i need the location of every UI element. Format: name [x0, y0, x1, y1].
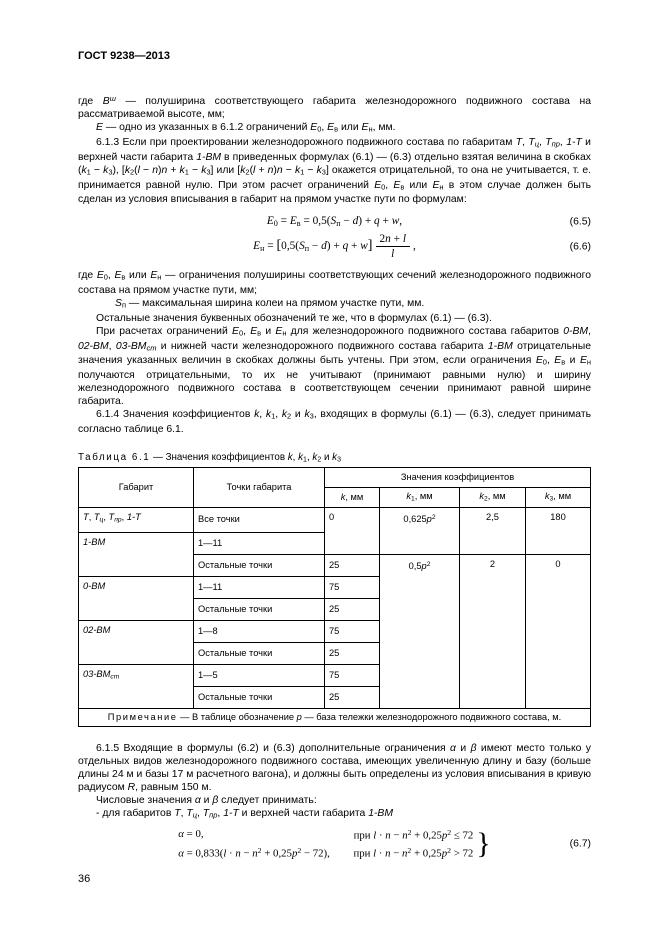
formula-6-6-left-part: Ен = [0,5(Sп − d) + q + w]	[253, 237, 373, 254]
formula-6-7-line1-condition: при $l \cdot n - n^2 + 0,25p^2 \le 72$	[353, 827, 474, 842]
header-cell-k2: k2, мм	[460, 487, 526, 507]
paragraph-numeric-values: Числовые значения α и β следует принимать:	[96, 795, 317, 807]
fraction	[376, 233, 410, 260]
paragraph-definition-e: Е — одно из указанных в 6.1.2 ограничений Е0, Ев или Ен, мм.	[96, 122, 396, 134]
cell-gabarit-02vm: 02-ВМ	[79, 620, 194, 664]
formula-6-7-system	[178, 828, 473, 860]
cell-k: 75	[325, 576, 380, 598]
system-brace: }	[476, 826, 491, 860]
cell-k2: 2,5	[460, 507, 526, 554]
formula-6-7	[78, 828, 591, 860]
fraction-denominator: l	[391, 248, 395, 261]
cell-points: 1—8	[194, 620, 325, 642]
paragraph-6-1-5: 6.1.5 Входящие в формулы (6.2) и (6.3) дополнительные ограничения α и β имеют место только у отдельных видов железнодорожного подвижного состава, имеющих увеличенную длину и базу (больше длины 24 м и базы 17 м расчетного вагона), и должны быть определены из условия вписывания в кривую радиусом R, равным 150 м.	[78, 742, 592, 794]
cell-points: Все точки	[194, 507, 325, 532]
cell-points: Остальные точки	[194, 686, 325, 708]
cell-k: 25	[325, 554, 380, 576]
formula-6-7-line1-left: α = 0,	[178, 827, 204, 840]
formula-6-7-line2-left: $\alpha = 0,833(l \cdot n - n^2 + 0,25p^2 - 72)$,	[178, 846, 330, 860]
paragraph-definition-e0: где Е0, Ев или Ен — ограничения полуширины соответствующих сечений железнодорожного подвижного состава на прямом участке пути, мм;	[78, 270, 591, 296]
paragraph-definition-sp: Sп — максимальная ширина колеи на прямом участке пути, мм.	[115, 298, 425, 310]
cell-k2: 2	[460, 554, 526, 708]
cell-points: Остальные точки	[194, 642, 325, 664]
paragraph-other-notations: Остальные значения буквенных обозначений те же, что в формулах (6.1) — (6.3).	[96, 312, 492, 324]
cell-gabarit-1vm: 1-ВМ	[79, 532, 194, 576]
cell-gabarit-0vm: 0-ВМ	[79, 576, 194, 620]
paragraph-gabarit-case: - для габаритов Т, Тц, Тпр, 1-Т и верхней части габарита 1-ВМ	[96, 808, 394, 820]
cell-k: 25	[325, 686, 380, 708]
table-6-1-caption: Таблица 6.1 — Значения коэффициентов k, k1, k2 и k3	[78, 452, 341, 464]
cell-points: 1—5	[194, 664, 325, 686]
formula-6-5-expression: Е0 = Ев = 0,5(Sп − d) + q + w,	[266, 215, 403, 229]
formula-6-6	[78, 233, 591, 260]
cell-k3: 0	[526, 554, 591, 708]
cell-points: Остальные точки	[194, 554, 325, 576]
cell-k: 75	[325, 664, 380, 686]
table-note-row	[79, 708, 591, 726]
formula-6-6-right-part: ,	[412, 240, 416, 253]
cell-k1: $0,625p^2$	[380, 507, 460, 554]
formula-6-7-line-1	[178, 828, 473, 841]
cell-k: 25	[325, 598, 380, 620]
header-cell-k3: k3, мм	[526, 487, 591, 507]
cell-k3: 180	[526, 507, 591, 554]
formula-6-6-expression	[253, 233, 416, 260]
cell-points: Остальные точки	[194, 598, 325, 620]
formula-6-7-number: (6.7)	[569, 838, 591, 850]
paragraph-6-1-4: 6.1.4 Значения коэффициентов k, k1, k2 и k3, входящих в формулы (6.1) — (6.3), следует принимать согласно таблице 6.1.	[78, 409, 591, 436]
paragraph-definition-b: где $В^ш$ — полуширина соответствующего габарита железнодорожного подвижного состава на рассматриваемой высоте, мм;	[78, 94, 591, 121]
page-number: 36	[78, 873, 91, 886]
formula-6-7-line2-condition: при $l \cdot n - n^2 + 0,25p^2 > 72$	[353, 846, 474, 860]
table-6-1	[78, 467, 591, 727]
paragraph-negative-values: При расчетах ограничений Е0, Ев и Ен для железнодорожного подвижного состава габаритов 0-ВМ, 02-ВМ, 03-ВМст и нижней части железнодорожного подвижного состава габарита 1-ВМ отрицательные значения указанных величин в скобках должны быть учтены. При этом, если ограничения Е0, Ев и Ен получаются отрицательными, то их не учитывают (принимают равными нулю) и ширину железнодорожного подвижного состава в соответствующем сечении принимают равной ширине габарита.	[78, 325, 592, 408]
cell-points: 1—11	[194, 576, 325, 598]
formula-6-6-number: (6.6)	[569, 241, 591, 253]
cell-k: 25	[325, 642, 380, 664]
cell-gabarit-t: Т, Тц, Тпр, 1-Т	[79, 507, 194, 532]
formula-6-5	[78, 215, 591, 228]
fraction-numerator: 2n + l	[376, 233, 410, 247]
cell-k: 0	[325, 507, 380, 554]
cell-points: 1—11	[194, 532, 325, 554]
table-note: Примечание — В таблице обозначение p — база тележки железнодорожного подвижного состава, м.	[79, 708, 591, 726]
header-cell-values: Значения коэффициентов	[325, 467, 591, 487]
paragraph-6-1-3: 6.1.3 Если при проектировании железнодорожного подвижного состава по габаритам Т, Тц, Тпр, 1-Т и верхней части габарита 1-ВМ в приведенных формулах (6.1) — (6.3) отдельно взятая величина в скобках (k1 − k3), [k2(l − n)n + k1 − k3] или [k2(l + n)n − k1 − k3] окажется отрицательной, то она не учитывается, т. е. принимается равной нулю. При этом расчет ограничений Е0, Ев или Ен в этом случае должен быть сделан из условия вписывания в габарит на прямом участке пути по формулам:	[78, 137, 591, 206]
document-header: ГОСТ 9238—2013	[78, 50, 171, 62]
formula-6-5-number: (6.5)	[569, 216, 591, 228]
header-cell-k1: k1, мм	[380, 487, 460, 507]
table-row	[79, 507, 591, 532]
cell-k1: $0,5p^2$	[380, 554, 460, 708]
table-header-row	[79, 467, 591, 487]
header-cell-k: k, мм	[325, 487, 380, 507]
header-cell-points: Точки габарита	[194, 467, 325, 507]
formula-6-7-line-2	[178, 846, 473, 859]
header-cell-gabarit: Габарит	[79, 467, 194, 507]
cell-gabarit-03vm: 03-ВМст	[79, 664, 194, 708]
cell-k: 75	[325, 620, 380, 642]
